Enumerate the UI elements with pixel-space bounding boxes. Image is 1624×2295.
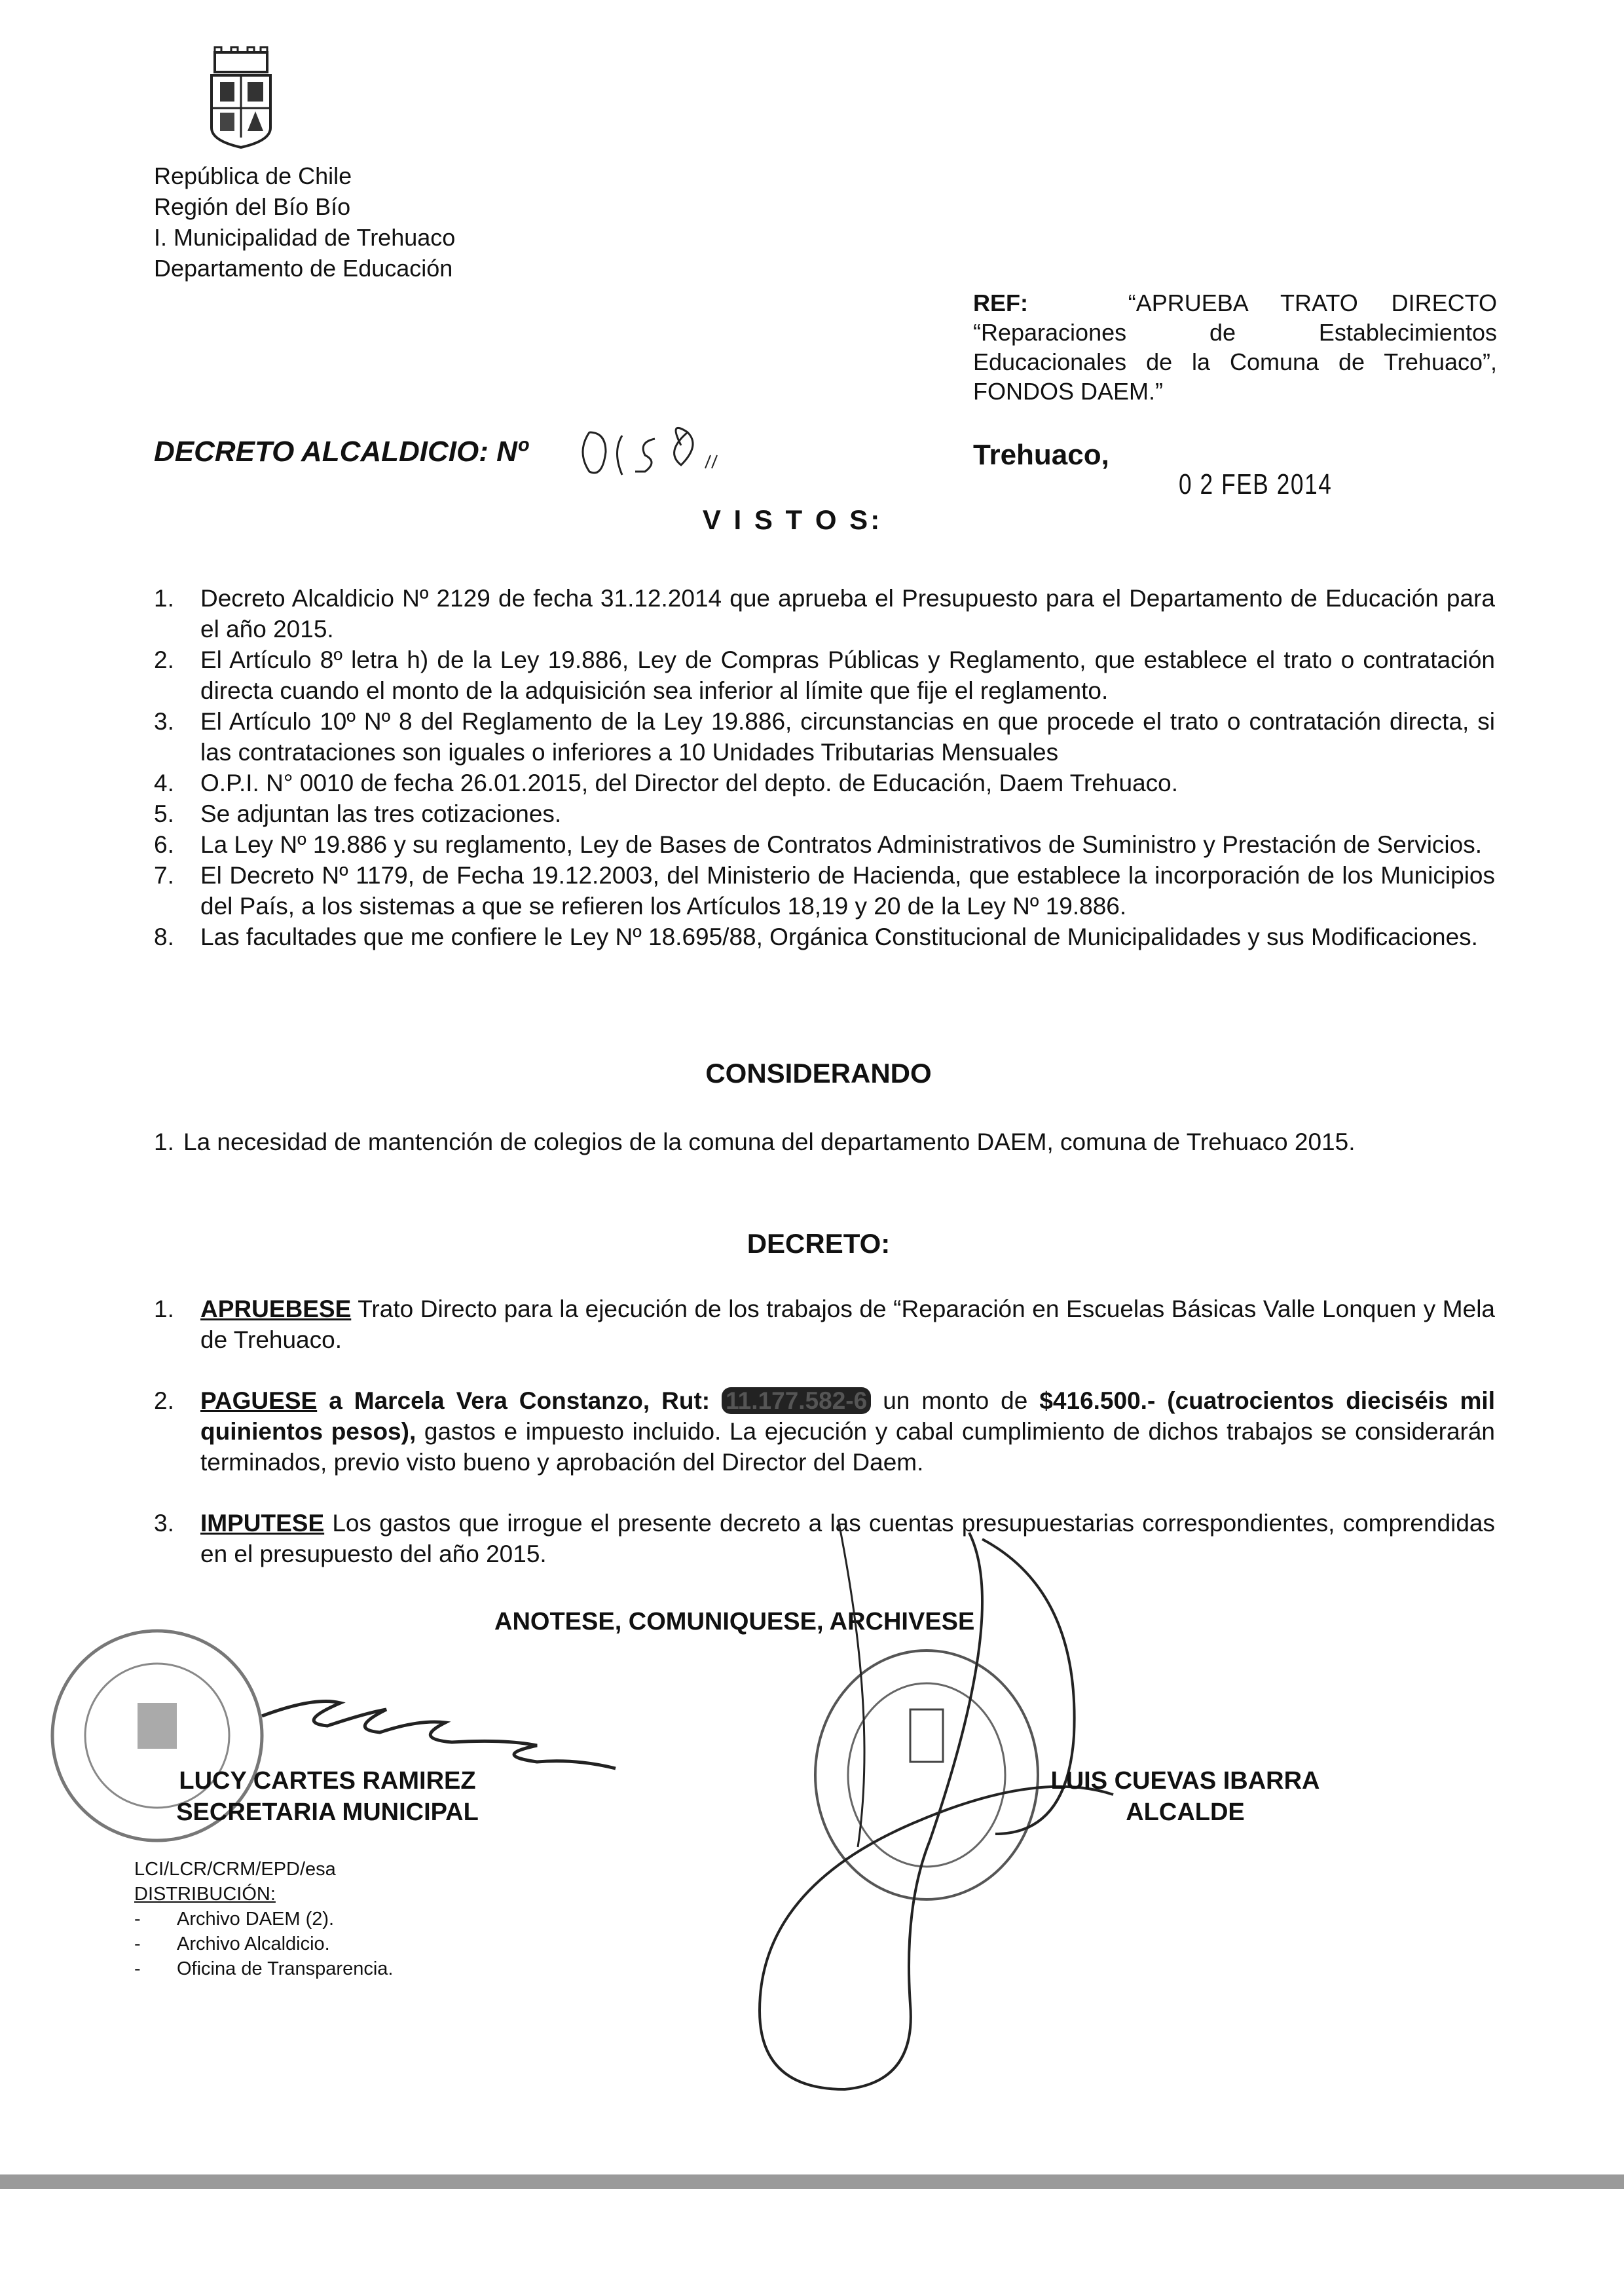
- signer-role: SECRETARIA MUNICIPAL: [176, 1799, 479, 1826]
- item-number: 4.: [154, 770, 174, 796]
- list-item: [154, 1127, 1495, 1157]
- decree-title-text: DECRETO ALCALDICIO: Nº: [154, 436, 528, 468]
- item-number: 1.: [154, 1296, 174, 1322]
- municipal-crest-icon: [195, 46, 287, 151]
- ref-label: REF:: [973, 289, 1028, 316]
- vistos-heading: V I S T O S:: [702, 504, 883, 535]
- secretary-signature-block: [144, 1765, 511, 1828]
- date-stamp: 0 2 FEB 2014: [1179, 468, 1333, 500]
- item-text: Se adjuntan las tres cotizaciones.: [200, 800, 562, 827]
- item-number: 3.: [154, 708, 174, 735]
- distribution-text: Archivo Alcaldicio.: [177, 1933, 330, 1954]
- item-text: El Decreto Nº 1179, de Fecha 19.12.2003, del Ministerio de Hacienda, que establece la incorporación de los Municipios del País, a los sistemas a que se refieren los Artículos 18,19 y 20 de la Ley Nº 19.886.: [200, 862, 1495, 920]
- issuer-header: [154, 160, 455, 284]
- closing-formula: ANOTESE, COMUNIQUESE, ARCHIVESE: [494, 1608, 975, 1635]
- item-text: un monto de: [871, 1387, 1040, 1414]
- list-item: [154, 860, 1495, 922]
- item-text: Los gastos que irrogue el presente decreto a las cuentas presupuestarias correspondientes, comprendidas en el presupuesto del año 2015.: [200, 1510, 1495, 1567]
- list-item: [154, 1385, 1495, 1478]
- signer-name: LUIS CUEVAS IBARRA: [1050, 1767, 1320, 1795]
- considerando-heading: CONSIDERANDO: [705, 1058, 932, 1089]
- item-text: El Artículo 10º Nº 8 del Reglamento de la Ley 19.886, circunstancias en que procede el trato o contratación directa, si las contrataciones son iguales o inferiores a 10 Unidades Tributarias Mensuales: [200, 708, 1495, 766]
- item-number: 8.: [154, 924, 174, 950]
- item-number: 6.: [154, 831, 174, 858]
- mayor-signature-block: [1048, 1765, 1323, 1828]
- item-text: La Ley Nº 19.886 y su reglamento, Ley de Bases de Contratos Administrativos de Suministro y Prestación de Servicios.: [200, 831, 1483, 858]
- item-keyword: PAGUESE: [200, 1387, 318, 1414]
- item-number: 7.: [154, 862, 174, 889]
- distribution-text: Archivo DAEM (2).: [177, 1909, 335, 1930]
- list-item: [154, 583, 1495, 644]
- distribution-label: DISTRIBUCIÓN:: [134, 1884, 276, 1905]
- header-line: I. Municipalidad de Trehuaco: [154, 224, 456, 251]
- reference-block: [973, 288, 1497, 406]
- vistos-list: [154, 583, 1495, 952]
- redacted-rut: 11.177.582-6: [722, 1387, 871, 1414]
- distribution-item: - Archivo DAEM (2).: [134, 1909, 335, 1930]
- decreto-heading: DECRETO:: [747, 1228, 891, 1259]
- item-text: La necesidad de mantención de colegios de la comuna del departamento DAEM, comuna de Trehuaco 2015.: [183, 1129, 1356, 1155]
- amount: $416.500.- (cuatrocientos dieciséis mil quinientos pesos),: [200, 1387, 1495, 1445]
- considerando-list: [154, 1127, 1495, 1157]
- item-number: 5.: [154, 800, 174, 827]
- item-text: O.P.I. N° 0010 de fecha 26.01.2015, del Director del depto. de Educación, Daem Trehuaco.: [200, 770, 1179, 796]
- list-item: [154, 829, 1495, 860]
- list-item: [154, 798, 1495, 829]
- header-line: Departamento de Educación: [154, 255, 453, 282]
- item-keyword: IMPUTESE: [200, 1510, 325, 1537]
- distribution-item: - Archivo Alcaldicio.: [134, 1933, 330, 1954]
- item-text: gastos e impuesto incluido. La ejecución y cabal cumplimiento de dichos trabajos se considerarán terminados, previo visto bueno y aprobación del Director del Daem.: [200, 1418, 1495, 1476]
- item-text: Trato Directo para la ejecución de los trabajos de “Reparación en Escuelas Básicas Valle Lonquen y Mela de Trehuaco.: [200, 1296, 1495, 1353]
- city-label: Trehuaco,: [973, 439, 1109, 471]
- item-text: Decreto Alcaldicio Nº 2129 de fecha 31.12.2014 que aprueba el Presupuesto para el Departamento de Educación para el año 2015.: [200, 585, 1495, 643]
- signatures-handwritten: [164, 1520, 1342, 2174]
- distribution-item: - Oficina de Transparencia.: [134, 1958, 394, 1979]
- list-item: [154, 768, 1495, 798]
- decree-title: [154, 436, 528, 468]
- item-number: 1.: [154, 1129, 174, 1155]
- signer-role: ALCALDE: [1126, 1799, 1245, 1826]
- initials: LCI/LCR/CRM/EPD/esa: [134, 1859, 336, 1880]
- ref-text: “APRUEBA TRATO DIRECTO “Reparaciones de Establecimientos Educacionales de la Comuna de Trehuaco”, FONDOS DAEM.”: [973, 289, 1497, 405]
- scan-edge: [0, 2174, 1624, 2189]
- item-keyword: APRUEBESE: [200, 1296, 352, 1322]
- distribution-text: Oficina de Transparencia.: [177, 1958, 394, 1979]
- list-item: [154, 1294, 1495, 1355]
- item-number: 2.: [154, 1387, 174, 1414]
- payee: a Marcela Vera Constanzo, Rut:: [317, 1387, 722, 1414]
- distribution-block: [134, 1857, 393, 1981]
- handwritten-decree-number: [576, 419, 760, 478]
- list-item: [154, 922, 1495, 952]
- item-text: El Artículo 8º letra h) de la Ley 19.886, Ley de Compras Públicas y Reglamento, que establece el trato o contratación directa cuando el monto de la adquisición sea inferior al límite que fije el reglamento.: [200, 646, 1495, 704]
- item-number: 3.: [154, 1510, 174, 1537]
- header-line: República de Chile: [154, 162, 352, 189]
- list-item: [154, 644, 1495, 706]
- item-number: 2.: [154, 646, 174, 673]
- signer-name: LUCY CARTES RAMIREZ: [179, 1767, 476, 1795]
- item-number: 1.: [154, 585, 174, 612]
- list-item: [154, 706, 1495, 768]
- item-text: Las facultades que me confiere le Ley Nº 18.695/88, Orgánica Constitucional de Municipalidades y sus Modificaciones.: [200, 924, 1478, 950]
- header-line: Región del Bío Bío: [154, 193, 351, 220]
